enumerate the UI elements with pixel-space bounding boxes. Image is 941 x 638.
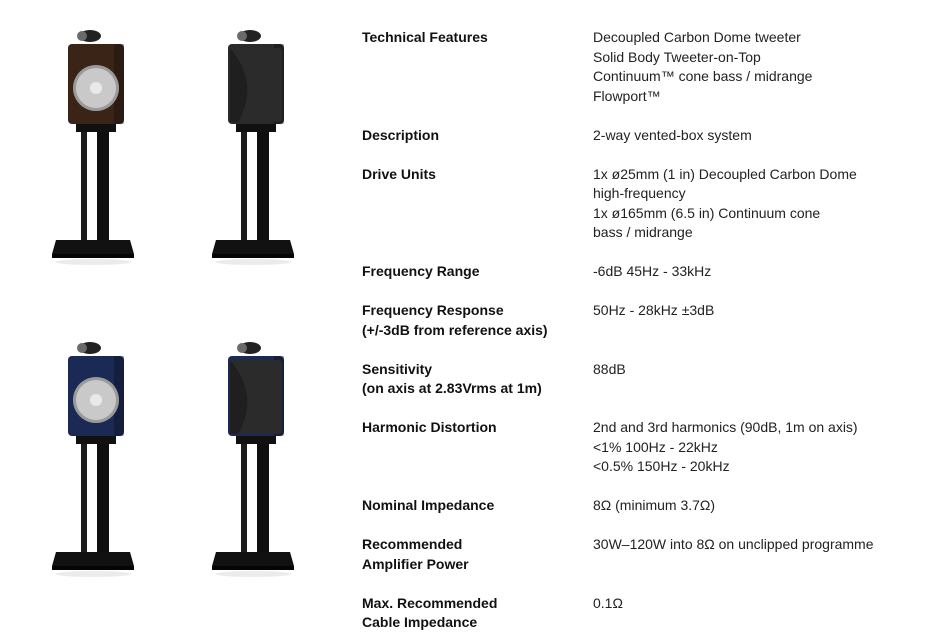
spec-label-line: Harmonic Distortion bbox=[362, 419, 497, 435]
spec-label-line: Nominal Impedance bbox=[362, 497, 495, 513]
stand-pillar-right bbox=[257, 444, 269, 552]
spec-label-line: Cable Impedance bbox=[362, 614, 478, 630]
spec-values bbox=[593, 262, 932, 282]
spec-values bbox=[593, 28, 932, 106]
speaker-drawing bbox=[50, 340, 140, 580]
spec-label-line: (on axis at 2.83Vrms at 1m) bbox=[362, 380, 542, 396]
spec-label bbox=[362, 262, 593, 282]
spec-label-line: Drive Units bbox=[362, 165, 436, 182]
stand-base-edge bbox=[52, 254, 134, 258]
tweeter-dome bbox=[77, 343, 87, 353]
spec-value-line: Decoupled Carbon Dome tweeter bbox=[593, 29, 801, 45]
spec-row bbox=[362, 262, 932, 282]
spec-row bbox=[362, 594, 932, 633]
stand-pillar-left bbox=[241, 444, 247, 552]
spec-value-line: 0.1Ω bbox=[593, 594, 623, 611]
spec-table bbox=[362, 28, 932, 633]
stand-base-edge bbox=[212, 254, 294, 258]
tweeter-dome bbox=[77, 31, 87, 41]
spec-label bbox=[362, 165, 593, 243]
spec-label-line: Amplifier Power bbox=[362, 555, 469, 572]
floor-shadow bbox=[55, 259, 131, 265]
spec-label bbox=[362, 28, 593, 106]
stand-pillar-right bbox=[257, 132, 269, 240]
stand-top-plate bbox=[76, 436, 116, 444]
speaker-black-grille bbox=[210, 28, 300, 268]
spec-label-line: (+/-3dB from reference axis) bbox=[362, 321, 548, 338]
stand-base bbox=[212, 552, 294, 566]
spec-value-line: Flowport™ bbox=[593, 87, 661, 104]
spec-values bbox=[593, 360, 932, 399]
stand-base-edge bbox=[212, 566, 294, 570]
spec-value-line: 2-way vented-box system bbox=[593, 126, 752, 143]
floor-shadow bbox=[215, 571, 291, 577]
stand-base bbox=[52, 240, 134, 254]
stand-pillar-left bbox=[81, 132, 87, 240]
spec-values bbox=[593, 165, 932, 243]
spec-value-line: <1% 100Hz - 22kHz bbox=[593, 438, 718, 455]
spec-values bbox=[593, 594, 932, 633]
speaker-rosenut-front bbox=[50, 28, 140, 268]
spec-value-line: 88dB bbox=[593, 360, 626, 377]
spec-value-line: 50Hz - 28kHz ±3dB bbox=[593, 302, 715, 318]
spec-label bbox=[362, 301, 593, 340]
spec-value-line: 30W–120W into 8Ω on unclipped programme bbox=[593, 536, 874, 552]
spec-label-line: Recommended bbox=[362, 536, 463, 552]
stand-base bbox=[212, 240, 294, 254]
spec-row bbox=[362, 360, 932, 399]
spec-value-line: -6dB 45Hz - 33kHz bbox=[593, 263, 712, 279]
driver-cap bbox=[90, 394, 102, 406]
stand-base-edge bbox=[52, 566, 134, 570]
spec-row bbox=[362, 165, 932, 243]
speaker-drawing bbox=[210, 28, 300, 268]
stand-top-plate bbox=[236, 124, 276, 132]
stand-top-plate bbox=[236, 436, 276, 444]
spec-value-line: 1x ø25mm (1 in) Decoupled Carbon Dome bbox=[593, 165, 857, 182]
floor-shadow bbox=[215, 259, 291, 265]
spec-values bbox=[593, 301, 932, 340]
spec-label bbox=[362, 360, 593, 399]
spec-value-line: bass / midrange bbox=[593, 224, 693, 240]
spec-row bbox=[362, 418, 932, 477]
spec-value-line: <0.5% 150Hz - 20kHz bbox=[593, 458, 730, 474]
spec-label bbox=[362, 594, 593, 633]
spec-label bbox=[362, 418, 593, 477]
spec-label-line: Frequency Response bbox=[362, 302, 504, 318]
spec-row bbox=[362, 496, 932, 516]
stand-pillar-left bbox=[81, 444, 87, 552]
spec-value-line: 8Ω (minimum 3.7Ω) bbox=[593, 497, 716, 513]
spec-value-line: Continuum™ cone bass / midrange bbox=[593, 68, 813, 84]
spec-label bbox=[362, 496, 593, 516]
spec-value-line: Solid Body Tweeter-on-Top bbox=[593, 48, 761, 65]
speaker-blue-grille bbox=[210, 340, 300, 580]
stand-pillar-right bbox=[97, 444, 109, 552]
spec-label-line: Technical Features bbox=[362, 29, 488, 45]
spec-label-line: Frequency Range bbox=[362, 263, 480, 279]
spec-label-line: Description bbox=[362, 126, 440, 143]
spec-label bbox=[362, 126, 593, 146]
driver-cap bbox=[90, 82, 102, 94]
speaker-blue-front bbox=[50, 340, 140, 580]
spec-label-line: Max. Recommended bbox=[362, 594, 498, 611]
spec-values bbox=[593, 126, 932, 146]
spec-value-line: high-frequency bbox=[593, 185, 686, 201]
spec-row bbox=[362, 126, 932, 146]
speaker-drawing bbox=[210, 340, 300, 580]
spec-row bbox=[362, 535, 932, 574]
tweeter-dome bbox=[237, 343, 247, 353]
spec-values bbox=[593, 496, 932, 516]
spec-row bbox=[362, 301, 932, 340]
spec-label bbox=[362, 535, 593, 574]
spec-label-line: Sensitivity bbox=[362, 360, 433, 377]
speaker-drawing bbox=[50, 28, 140, 268]
stand-pillar-left bbox=[241, 132, 247, 240]
spec-row bbox=[362, 28, 932, 106]
tweeter-dome bbox=[237, 31, 247, 41]
spec-value-line: 2nd and 3rd harmonics (90dB, 1m on axis) bbox=[593, 419, 858, 435]
spec-values bbox=[593, 535, 932, 574]
spec-values bbox=[593, 418, 932, 477]
stand-base bbox=[52, 552, 134, 566]
floor-shadow bbox=[55, 571, 131, 577]
stand-pillar-right bbox=[97, 132, 109, 240]
stand-top-plate bbox=[76, 124, 116, 132]
spec-value-line: 1x ø165mm (6.5 in) Continuum cone bbox=[593, 204, 821, 221]
